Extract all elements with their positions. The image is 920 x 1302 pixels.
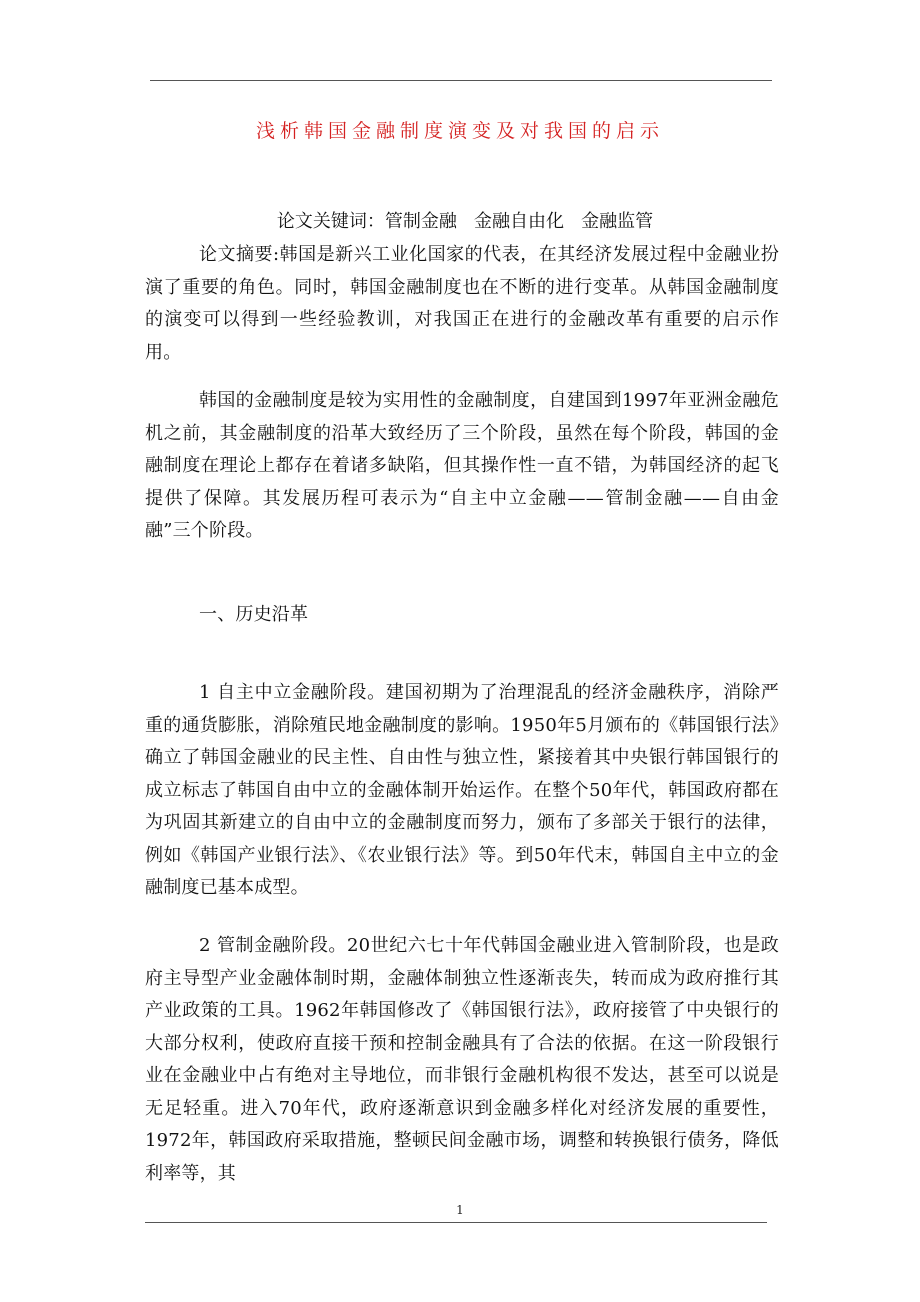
section-heading: 一、历史沿革 <box>199 604 309 625</box>
abstract-paragraph: 论文摘要:韩国是新兴工业化国家的代表，在其经济发展过程中金融业扮演了重要的角色。同时，韩国金融制度也在不断的进行变革。从韩国金融制度的演变可以得到一些经验教训，对我国正在进行的金融改革有重要的启示作用。 <box>145 244 779 363</box>
body-paragraph-1: 1 自主中立金融阶段。建国初期为了治理混乱的经济金融秩序，消除严重的通货膨胀，消除殖民地金融制度的影响。1950年5月颁布的《韩国银行法》确立了韩国金融业的民主性、自由性与独立性，紧接着其中央银行韩国银行的成立标志了韩国自由中立的金融体制开始运作。在整个50年代，韩国政府都在为巩固其新建立的自由中立的金融制度而努力，颁布了多部关于银行的法律，例如《韩国产业银行法》、《农业银行法》等。到50年代末，韩国自主中立的金融制度已基本成型。 <box>145 682 779 898</box>
intro-paragraph: 韩国的金融制度是较为实用性的金融制度，自建国到1997年亚洲金融危机之前，其金融制度的沿革大致经历了三个阶段，虽然在每个阶段，韩国的金融制度在理论上都存在着诸多缺陷，但其操作性一直不错，为韩国经济的起飞提供了保障。其发展历程可表示为“自主中立金融——管制金融——自由金融”三个阶段。 <box>145 390 779 541</box>
header-rule <box>150 80 772 81</box>
keywords-line: 论文关键词：管制金融 金融自由化 金融监管 <box>276 211 654 232</box>
footer-rule <box>145 1222 767 1223</box>
document-title: 浅析韩国金融制度演变及对我国的启示 <box>255 120 664 142</box>
page-number: 1 <box>456 1203 464 1217</box>
body-paragraph-2: 2 管制金融阶段。20世纪六七十年代韩国金融业进入管制阶段，也是政府主导型产业金融体制时期，金融体制独立性逐渐丧失，转而成为政府推行其产业政策的工具。1962年韩国修改了《韩国银行法》，政府接管了中央银行的大部分权利，使政府直接干预和控制金融具有了合法的依据。在这一阶段银行业在金融业中占有绝对主导地位，而非银行金融机构很不发达，甚至可以说是无足轻重。进入70年代，政府逐渐意识到金融多样化对经济发展的重要性，1972年，韩国政府采取措施，整顿民间金融市场，调整和转换银行债务，降低利率等，其 <box>145 935 779 1184</box>
